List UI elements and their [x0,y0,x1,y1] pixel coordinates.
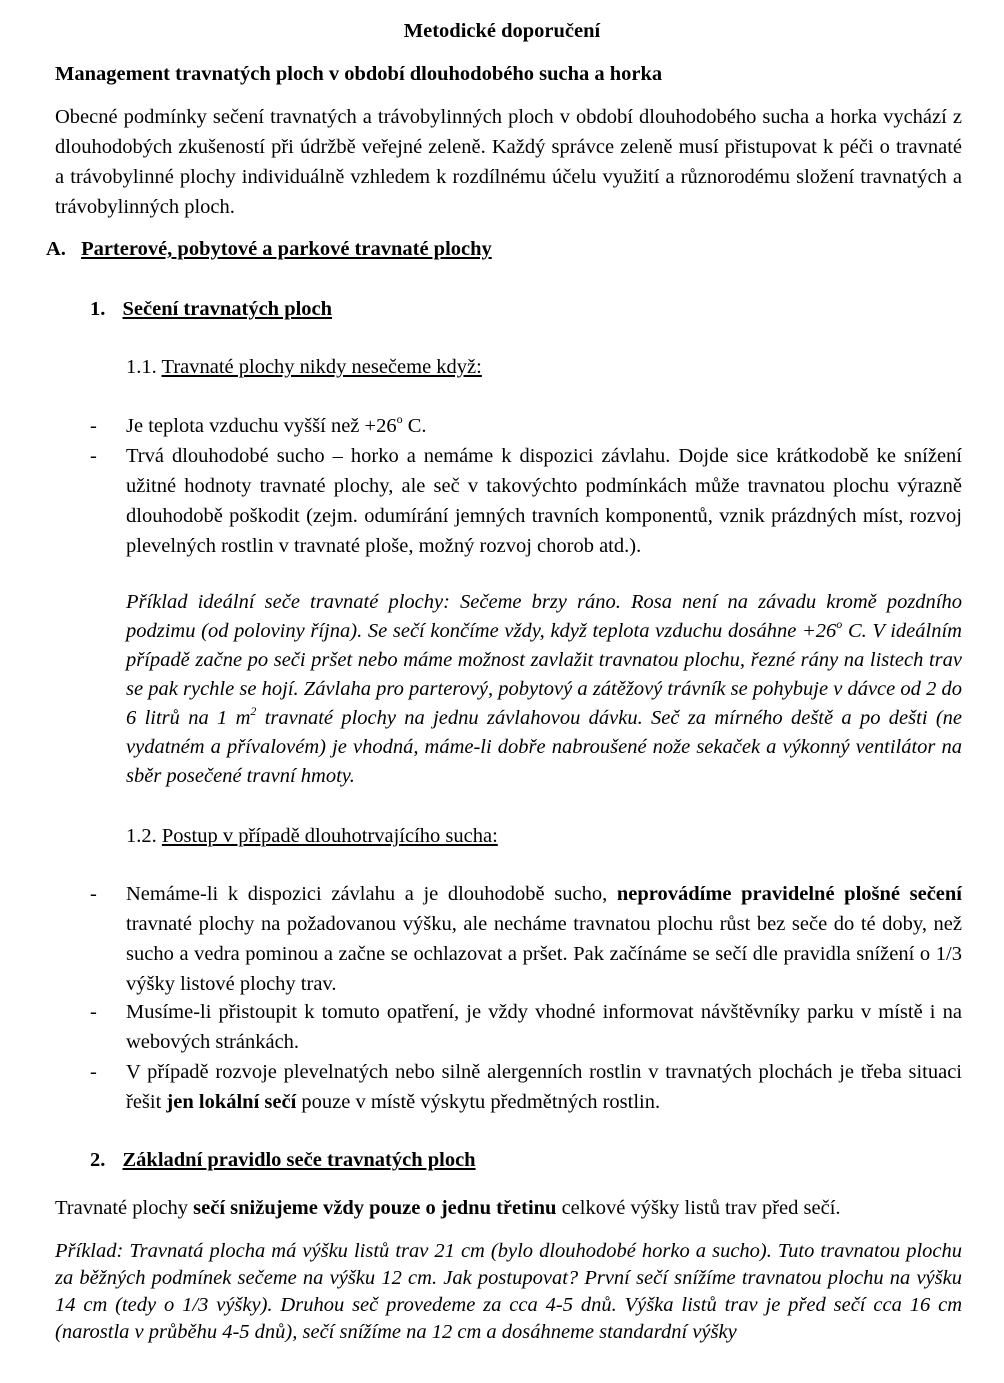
list-item-text: Je teplota vzduchu vyšší než +26 [126,415,397,437]
subsection-1-1-number: 1.1. [126,356,157,378]
subsection-1-1-title: Travnaté plochy nikdy nesečeme když: [161,356,482,378]
example-mowing-height: Příklad: Travnatá plocha má výšku listů trav 21 cm (bylo dlouhodobé horko a sucho). Tuto travnatou plochu za běžných podmínek sečeme na výšku 12 cm. Jak postupovat? První sečí snížíme travnatou plochu na výšku 14 cm (tedy o 1/3 výšky). Druhou seč provedeme za cca 4-5 dnů. Výška listů trav je před sečí cca 16 cm (narostla v průběhu 4-5 dnů), sečí snížíme na 12 cm a dosáhneme standardní výšky [55,1240,962,1343]
intro-paragraph: Obecné podmínky sečení travnatých a trávobylinných ploch v období dlouhodobého sucha a horka vychází z dlouhodobých zkušeností při údržbě veřejné zeleně. Každý správce zeleně musí přistupovat k péči o travnaté a trávobylinné plochy individuálně vzhledem k rozdílnému účelu využití a různorodému složení travnatých a trávobylinných ploch. [55,106,962,218]
rule-emphasis: sečí snižujeme vždy pouze o jednu třetinu [193,1197,557,1219]
list-item-emphasis: jen lokální sečí [166,1091,297,1113]
section-1-marker: 1. [90,298,106,320]
document-title: Metodické doporučení [403,20,601,42]
list-item-text: Nemáme-li k dispozici závlahu a je dlouhodobě sucho, [126,883,617,905]
list-item-no-irrigation [126,879,962,999]
section-a-marker: A. [46,238,66,260]
degree-superscript: o [836,617,843,632]
subsection-1-2-number: 1.2. [126,825,157,847]
section-a-title: Parterové, pobytové a parkové travnaté plochy [81,238,492,260]
subsection-1-1-heading [126,353,482,381]
rule-text: celkové výšky listů trav před sečí. [556,1197,841,1219]
section-1-title: Sečení travnatých ploch [122,298,333,320]
subsection-1-2-title: Postup v případě dlouhotrvajícího sucha: [161,825,498,847]
list-item-temperature [126,411,962,441]
list-item-drought: Trvá dlouhodobé sucho – horko a nemáme k dispozici závlahu. Dojde sice krátkodobě ke snížení užitné hodnoty travnaté plochy, ale seč v takovýchto podmínkách může travnatou plochu výrazně dlouhodobě poškodit (zejm. odumírání jemných travních komponentů, vznik prázdných míst, rozvoj plevelných rostlin v travnaté ploše, možný rozvoj chorob atd.). [126,445,962,557]
list-dash: - [90,415,97,437]
section-2-heading [90,1146,476,1174]
example-text: C. V ideálním případě začne po seči pršet nebo máme možnost zavlažit travnatou plochu, řezné rány na listech trav se pak rychle se hojí. Závlaha pro parterový, pobytový a zátěžový trávník se pohybuje v dávce od 2 do 6 litrů na 1 m [126,620,962,729]
list-item-text: C. [402,415,427,437]
square-superscript: 2 [250,704,257,719]
list-item-inform-visitors: Musíme-li přistoupit k tomuto opatření, je vždy vhodné informovat návštěvníky parku v místě i na webových stránkách. [126,1001,962,1053]
list-item-text: travnaté plochy na požadovanou výšku, ale necháme travnatou plochu růst bez seče do té doby, než sucho a vedra pominou a začne se ochlazovat a pršet. Pak začínáme se sečí dle pravidla snížení o 1/3 výšky listové plochy trav. [126,913,962,995]
list-item-text: pouze v místě výskytu předmětných rostlin. [296,1091,661,1113]
subsection-1-2-heading [126,822,498,850]
document-subtitle: Management travnatých ploch v období dlouhodobého sucha a horka [55,63,663,85]
degree-superscript: o [396,412,403,427]
basic-rule-paragraph [55,1194,962,1222]
example-text: Příklad ideální seče travnaté plochy: Sečeme brzy ráno. Rosa není na závadu kromě pozdního podzimu (od poloviny října). Se sečí končíme vždy, když teplota vzduchu dosáhne +26 [126,591,962,642]
rule-text: Travnaté plochy [55,1197,194,1219]
list-dash: - [90,1001,97,1023]
list-dash: - [90,883,97,905]
section-2-marker: 2. [90,1149,106,1171]
list-item-text: V případě rozvoje plevelnatých nebo silně alergenních rostlin v travnatých plochách je třeba situaci řešit [126,1061,962,1113]
list-item-emphasis: neprovádíme pravidelné plošné sečení [616,883,962,905]
example-text: travnaté plochy na jednu závlahovou dávku. Seč za mírného deště a po dešti (ne vydatném a přívalovém) je vhodná, máme-li dobře nabroušené nože sekaček a výkonný ventilátor na sběr posečené travní hmoty. [126,707,963,787]
section-1-heading [90,295,332,323]
list-dash: - [90,445,97,467]
example-ideal-mowing [126,588,962,791]
section-a-heading [46,235,492,263]
section-2-title: Základní pravidlo seče travnatých ploch [122,1149,476,1171]
list-dash: - [90,1061,97,1083]
list-item-weeds [126,1057,962,1117]
